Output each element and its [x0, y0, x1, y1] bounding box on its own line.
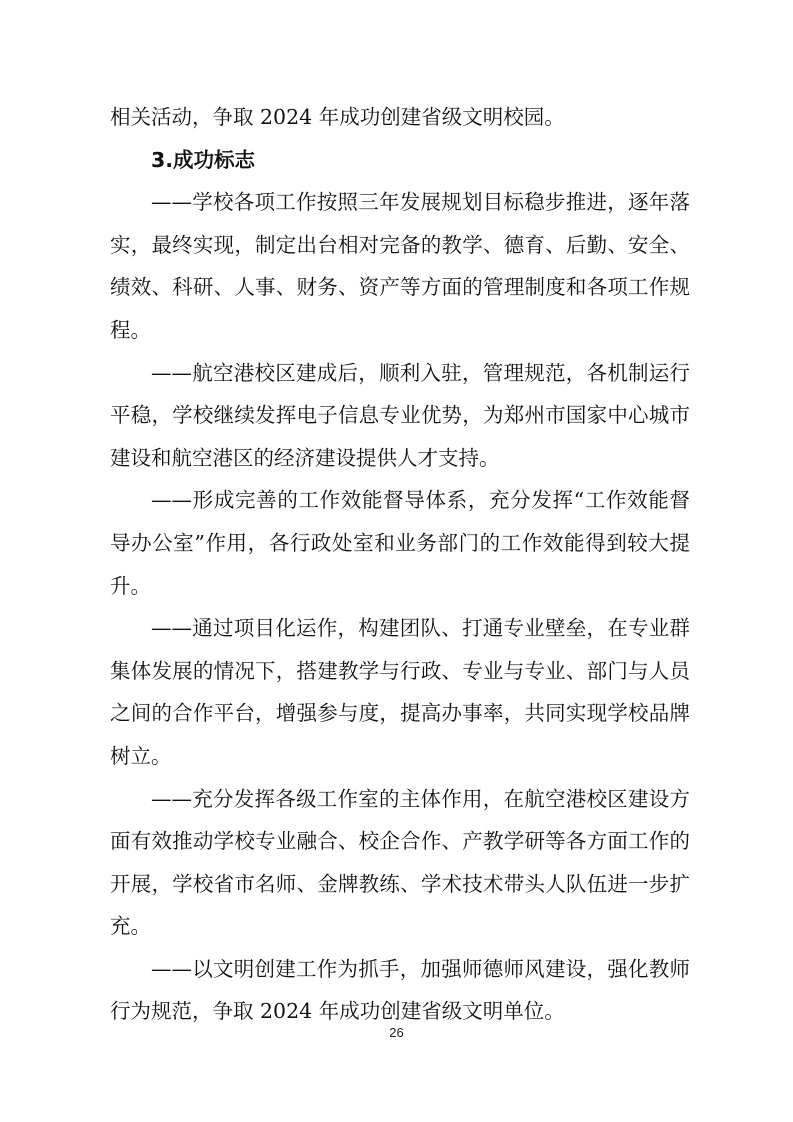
document-body [110, 96, 690, 1033]
body-paragraph: ——通过项目化运作，构建团队、打通专业壁垒，在专业群集体发展的情况下，搭建教学与行政、专业与专业、部门与人员之间的合作平台，增强参与度，提高办事率，共同实现学校品牌树立。 [110, 616, 690, 768]
body-paragraph: ——充分发挥各级工作室的主体作用，在航空港校区建设方面有效推动学校专业融合、校企合作、产教学研等各方面工作的开展，学校省市名师、金牌教练、学术技术带头人队伍进一步扩充。 [110, 786, 690, 939]
body-paragraph: ——学校各项工作按照三年发展规划目标稳步推进，逐年落实，最终实现，制定出台相对完备的教学、德育、后勤、安全、绩效、科研、人事、财务、资产等方面的管理制度和各项工作规程。 [110, 190, 690, 342]
body-paragraph: ——形成完善的工作效能督导体系，充分发挥“工作效能督导办公室”作用，各行政处室和业务部门的工作效能得到较大提升。 [110, 488, 690, 598]
continuation-paragraph: 相关活动，争取 2024 年成功创建省级文明校园。 [110, 105, 565, 129]
body-paragraph: ——航空港校区建成后，顺利入驻，管理规范，各机制运行平稳，学校继续发挥电子信息专业优势，为郑州市国家中心城市建设和航空港区的经济建设提供人才支持。 [110, 360, 690, 470]
body-paragraph: ——以文明创建工作为抓手，加强师德师风建设，强化教师行为规范，争取 2024 年成功创建省级文明单位。 [110, 956, 690, 1024]
page-number: 26 [389, 1025, 404, 1040]
section-heading: 3.成功标志 [151, 147, 256, 172]
